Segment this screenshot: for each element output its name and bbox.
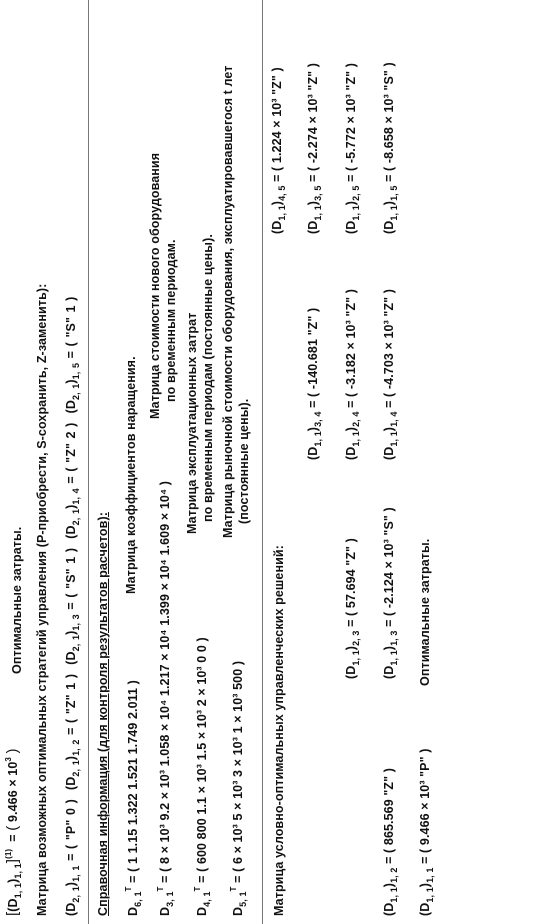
reference-caption-d3-line2: по временным периодам. bbox=[164, 239, 178, 402]
reference-caption-d5: Матрица рыночной стоимости оборудования, эксплуатировавшегося t лет bbox=[221, 65, 235, 538]
divider-middle bbox=[262, 0, 263, 924]
reference-caption-d4: Матрица эксплуатационных затрат bbox=[185, 312, 199, 534]
cond-d11-35: $(D_{1, 1})_{3, 5}$ = ( -2.274 × 10³ "Z" ) bbox=[306, 62, 323, 234]
cond-d11-12: $(D_{1, 1})_{1, 2}$ = ( 865.569 "Z" ) bbox=[382, 768, 399, 916]
cond-d11-14: $(D_{1, 1})_{1, 4}$ = ( -4.703 × 10³ "Z" ) bbox=[382, 288, 399, 460]
cond-d11-45: $(D_{1, 1})_{4, 5}$ = ( 1.224 × 10³ "Z" ) bbox=[270, 67, 287, 234]
reference-caption-d6: Матрица коэффициентов наращения. bbox=[124, 356, 138, 594]
cond-final-caption: Оптимальные затраты. bbox=[418, 538, 432, 686]
reference-row-d4: $D_{4, 1}^T$ = ( 600 800 1.1 × 10³ 1.5 × 10³ 2 × 10³ 0 0 ) bbox=[193, 637, 212, 916]
cond-d11-24: $(D_{1, 1})_{2, 4}$ = ( -3.182 × 10³ "Z" ) bbox=[344, 288, 361, 460]
cond-d11-15: $(D_{1, 1})_{1, 5}$ = ( -8.658 × 10³ "S" ) bbox=[382, 62, 399, 234]
optimal-cost-caption: Оптимальные затраты. bbox=[10, 526, 24, 674]
reference-caption-d3: Матрица стоимости нового оборудования bbox=[148, 152, 162, 419]
reference-heading: Справочная информация (для контроля результатов расчетов): bbox=[96, 512, 110, 916]
reference-row-d3: $D_{3, 1}^T$ = ( 8 × 10³ 9.2 × 10³ 1.058 × 10⁴ 1.217 × 10⁴ 1.399 × 10⁴ 1.609 × 10⁴ ) bbox=[156, 480, 175, 916]
cond-d11-11: $(D_{1, 1})_{1, 1}$ = ( 9.466 × 10³ "P" ) bbox=[418, 748, 435, 916]
strategy-heading: Матрица возможных оптимальных стратегий управления (P-приобрести, S-сохранить, Z-заменить): bbox=[35, 283, 49, 916]
reference-row-d5: $D_{5, 1}^T$ = ( 6 × 10³ 5 × 10³ 3 × 10³ 1 × 10³ 500 ) bbox=[229, 660, 248, 916]
strategies-row: $(D_{2, 1})_{1, 1}$ = ( "P" 0 ) $(D_{2, 1})_{1, 2}$ = ( "Z" 1 ) $(D_{2, 1})_{1, 3}$ = ( "S" 1 ) $(D_{2, 1})_{1, 4}$ = ( "Z" 2 ) $(D_{2, 1})_{1, 5}$ = ( "S" 1 ) bbox=[64, 296, 81, 916]
optimal-cost-result: $[(D_{1, 1})_{1, 1}]^{(1)}$ = ( $9.466 \times 10^3$ ) bbox=[4, 748, 23, 916]
reference-caption-d4-line2: по временным периодам (постоянные цены). bbox=[201, 234, 215, 522]
divider-top bbox=[88, 0, 89, 924]
conditional-heading: Матрица условно-оптимальных управленческих решений: bbox=[272, 545, 286, 916]
cond-d11-34: $(D_{1, 1})_{3, 4}$ = ( -140.681 "Z" ) bbox=[306, 307, 323, 460]
reference-caption-d5-line2: (постоянные цены). bbox=[237, 398, 251, 524]
cond-d11-25: $(D_{1, 1})_{2, 5}$ = ( -5.772 × 10³ "Z" ) bbox=[344, 62, 361, 234]
cond-d11-23: $(D_{1, 1})_{2, 3}$ = ( 57.694 "Z" ) bbox=[344, 538, 361, 679]
reference-row-d6: $D_{6, 1}^T$ = ( 1 1.15 1.322 1.521 1.749 2.011 ) bbox=[124, 680, 143, 916]
cond-d11-13: $(D_{1, 1})_{1, 3}$ = ( -2.124 × 10³ "S" ) bbox=[382, 507, 399, 679]
